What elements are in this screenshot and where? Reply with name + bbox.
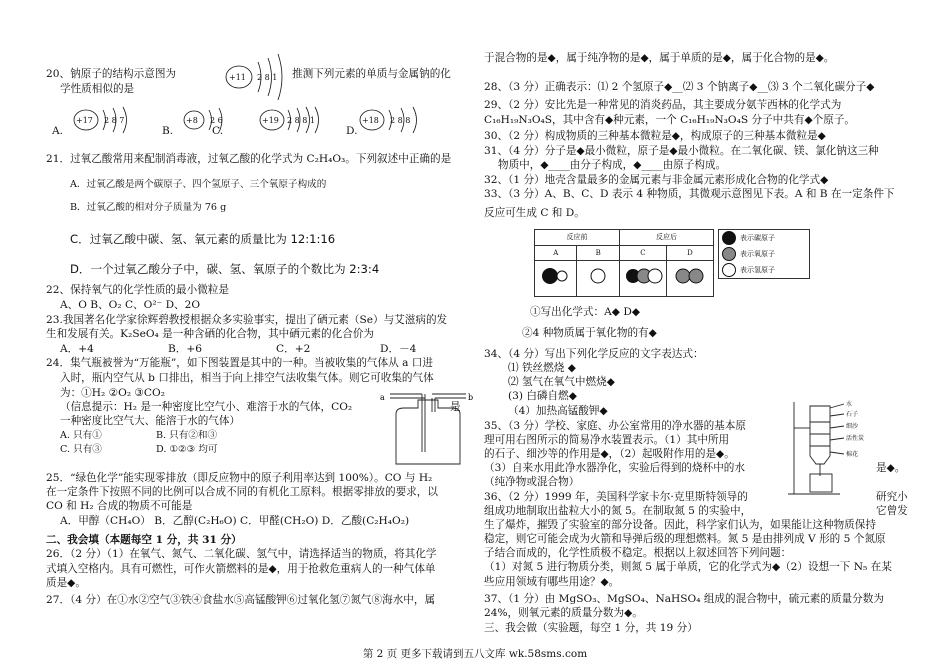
- svg-text:+17: +17: [76, 116, 93, 125]
- q21-option-b: B．过氧乙酸的相对分子质量为 76 g: [70, 202, 227, 213]
- section-2-heading: 二、我会填（本题每空 1 分，共 31 分）: [46, 534, 242, 546]
- q35-line4: （3）自来水用此净水器净化，实验后得到的烧杯中的水: [484, 462, 745, 474]
- q30: 30、（2 分）构成物质的三种基本微粒是◆，构成原子的三种基本微粒是◆: [484, 130, 826, 142]
- q20-option-d-label: D.: [346, 125, 358, 137]
- table-header-before: 反应前: [535, 230, 620, 246]
- q20-option-c-atom: [258, 106, 328, 134]
- bottle-label-a: a: [380, 393, 385, 402]
- q33-sub1: ①写出化学式：A◆ D◆: [530, 306, 640, 318]
- q24-line4: （信息提示：H₂ 是一种密度比空气小、难溶于水的气体，CO₂: [60, 401, 353, 413]
- q24-line2: 入时，瓶内空气从 b 口排出，相当于向上排空气法收集气体。则它可收集的气体: [60, 372, 434, 384]
- table-col-d: D: [666, 245, 713, 261]
- q24-line1: 24．集气瓶被誉为“万能瓶”，如下图装置是其中的一种。当被收集的气体从 a 口进: [46, 357, 433, 369]
- q23-line2: 生和发展有关。K₂SeO₄ 是一种含硒的化合物，其中硒元素的化合价为: [46, 328, 375, 340]
- molecule-d: [666, 261, 713, 297]
- molecule-a: [535, 261, 577, 297]
- gas-collection-bottle-diagram: [376, 392, 476, 468]
- hydrogen-atom-icon: [722, 263, 736, 277]
- svg-text:+11: +11: [229, 73, 246, 82]
- svg-text:2 6: 2 6: [210, 116, 223, 125]
- q36-line7: 些应用领域有哪些用途？◆。: [484, 576, 620, 588]
- q24-line4-tail: 是: [450, 401, 461, 413]
- q35-line3: 的石子、细沙等的作用是◆，（2）起吸附作用的是◆。: [484, 448, 735, 460]
- svg-text:+8: +8: [186, 116, 198, 125]
- q35-line2: 理可用右图所示的简易净水装置表示。（1）其中所用: [484, 434, 730, 446]
- q20-option-b-label: B.: [162, 125, 174, 137]
- q23-line1: 23.我国著名化学家徐辉碧教授根据众多实验事实，提出了硒元素（Se）与艾滋病的发: [46, 314, 448, 326]
- q20-option-a-label: A.: [52, 125, 64, 137]
- q33-line2: 反应可生成 C 和 D。: [484, 207, 585, 219]
- filter-label-sand: 细沙: [846, 423, 859, 430]
- q25-line2: 在一定条件下按照不同的比例可以合成不同的有机化工原料。根据零排放的要求，以: [46, 486, 438, 498]
- q28: 28、（3 分）正确表示：⑴ 2 个氢原子◆__⑵ 3 个钠离子◆__⑶ 3 个二氧化碳分子◆: [484, 81, 875, 93]
- q31-line1: 31、（4 分）分子是◆最小微粒，原子是◆最小微粒。在二氧化碳、镁、氯化钠这三种: [484, 145, 879, 157]
- table-header-after: 反应后: [619, 230, 713, 246]
- q24-option-b: B. 只有②和③: [156, 430, 218, 441]
- q36-line6: （1）对氮 5 进行物质分类，则氮 5 属于单质，它的化学式为◆（2）设想一下 N₅ 在某: [484, 561, 892, 573]
- legend-hydrogen: 表示氢原子: [719, 262, 809, 278]
- q26-line1: 26．（2 分）（1）在氧气、氮气、二氧化碳、氢气中，请选择适当的物质，将其化学: [46, 548, 437, 560]
- svg-text:+18: +18: [362, 116, 379, 125]
- legend-carbon: 表示碳原子: [719, 230, 809, 246]
- q22-options: A、O B、O₂ C、O²⁻ D、2O: [60, 299, 201, 311]
- q37-line1: 37、（1 分）由 MgSO₃、MgSO₄、NaHSO₄ 组成的混合物中，硫元素的质量分数为: [484, 593, 884, 605]
- q36-line2-tail: 它曾发: [876, 505, 908, 517]
- legend-oxygen: 表示氧原子: [719, 246, 809, 262]
- q36-line4: 稳定，则它可能会成为火箭和导弹后级的理想燃料。氮 5 是由排列成 V 形的 5 个氮原: [484, 533, 886, 545]
- q33-line1: 33、（3 分）A、B、C、D 表示 4 种物质，其微观示意图见下表。A 和 B 在一定条件下: [484, 188, 895, 200]
- q34-item3: (3) 白磷自燃◆: [508, 390, 577, 402]
- q36-line2: 组成功地制取出盐粒大小的氮 5。在制取氮 5 的实验中，: [484, 505, 752, 517]
- q29-line2: C₁₆H₁₉N₃O₄S，其中含有◆种元素，一个 C₁₆H₁₉N₃O₄S 分子中共有◆个原子。: [484, 114, 855, 126]
- q24-option-c: C. 只有③: [60, 444, 102, 455]
- q36-line5: 子结合而成的，化学性质极不稳定。根据以上叙述回答下列问题：: [484, 547, 792, 559]
- q25-line3: CO 和 H₂ 合成的物质不可能是: [46, 500, 193, 512]
- filter-label-water: 水: [846, 401, 853, 408]
- q26-line3: 质是◆。: [46, 577, 86, 589]
- q21-option-c: C．过氧乙酸中碳、氢、氧元素的质量比为 12:1:16: [70, 232, 336, 246]
- molecule-b: [577, 261, 619, 297]
- q31-line2: 物质中，◆____由分子构成，◆____由原子构成。: [498, 159, 727, 171]
- carbon-atom-icon: [722, 231, 736, 245]
- table-col-c: C: [619, 245, 666, 261]
- oxygen-atom-icon: [722, 247, 736, 261]
- q20-line1: 20、钠原子的结构示意图为: [46, 68, 177, 80]
- svg-text:2 8 1: 2 8 1: [257, 73, 278, 82]
- q35-line5: （纯净物或混合物）: [484, 476, 580, 488]
- molecule-c: [619, 261, 666, 297]
- q27-line2: 于混合物的是◆，属于纯净物的是◆，属于单质的是◆，属于化合物的是◆。: [484, 52, 835, 64]
- q36-line1-tail: 研究小: [876, 491, 908, 503]
- q24-line3: 为：①H₂ ②O₂ ③CO₂: [60, 387, 165, 399]
- table-col-a: A: [535, 245, 577, 261]
- filter-label-stones: 石子: [846, 411, 859, 418]
- q20-option-d-atom: [358, 106, 448, 134]
- bottle-label-b: b: [468, 393, 474, 402]
- svg-text:2 8 8 1: 2 8 8 1: [287, 116, 315, 125]
- page-footer: 第 2 页 更多下载请到五八文库 wk.58sms.com: [362, 648, 588, 660]
- q23-option-b: B．+6: [168, 343, 202, 355]
- section-3-heading: 三、我会做（实验题，每空 1 分，共 19 分）: [484, 622, 698, 634]
- q23-option-c: C．+2: [276, 343, 311, 355]
- q35-line1: 35、（3 分）学校、家庭、办公室常用的净水器的基本原: [484, 420, 746, 432]
- q34-item2: ⑵ 氢气在氧气中燃烧◆: [508, 376, 615, 388]
- q34-item4: （4）加热高锰酸钾◆: [508, 405, 608, 417]
- q24-line5: 一种密度比空气大、能溶于水的气体）: [60, 415, 241, 427]
- svg-text:2 8 7: 2 8 7: [104, 116, 125, 125]
- q20-option-c-label: C.: [212, 125, 224, 137]
- atom-legend: [718, 229, 810, 279]
- q29-line1: 29、（2 分）安比先是一种常见的消炎药品，其主要成分氨苄西林的化学式为: [484, 99, 842, 111]
- q37-line2: 24%，则氧元素的质量分数为◆。: [484, 607, 643, 619]
- q34-item1: ⑴ 铁丝燃烧 ◆: [508, 362, 576, 374]
- q20-line2: 学性质相似的是: [60, 83, 135, 95]
- q23-option-a: A．+4: [60, 343, 94, 355]
- q20-tail: 推测下列元素的单质与金属钠的化: [292, 68, 451, 80]
- sodium-atom-diagram: [224, 52, 290, 102]
- q21-option-d: D．一个过氧乙酸分子中，碳、氢、氧原子的个数比为 2:3:4: [70, 262, 380, 276]
- filter-label-carbon: 活性炭: [846, 435, 865, 442]
- reaction-micro-table: [534, 229, 714, 297]
- table-col-b: B: [577, 245, 619, 261]
- q21-option-a: A．过氧乙酸是两个碳原子、四个氢原子、三个氧原子构成的: [70, 179, 327, 190]
- svg-text:2 8 8: 2 8 8: [390, 116, 411, 125]
- q26-line2: 式填入空格内。具有可燃性，可作火箭燃料的是◆，用于抢救危重病人的一种气体单: [46, 563, 436, 575]
- filter-label-cotton: 棉花: [846, 451, 859, 458]
- q35-line4-tail: 是◆。: [876, 462, 906, 474]
- q23-option-d: D．－4: [380, 343, 417, 355]
- q36-line1: 36、（2 分）1999 年，美国科学家卡尔·克里斯特领导的: [484, 491, 748, 503]
- q20-option-a-atom: [72, 106, 142, 134]
- q25-line1: 25．“绿色化学”能实现零排放（即反应物中的原子利用率达到 100%）。CO 与 H₂: [46, 472, 433, 484]
- q25-options: A．甲醇（CH₄O） B．乙醇(C₂H₆O) C．甲醛(CH₂O) D．乙酸(C₂H₄O₂): [60, 515, 410, 527]
- water-filter-diagram: [780, 398, 880, 498]
- q34: 34、（4 分）写出下列化学反应的文字表达式：: [484, 348, 704, 360]
- q24-option-a: A. 只有①: [60, 430, 102, 441]
- svg-text:+19: +19: [262, 116, 279, 125]
- q22: 22、保持氧气的化学性质的最小微粒是: [46, 284, 229, 296]
- q27-line1: 27．（4 分）在①水②空气③铁④食盐水⑤高锰酸钾⑥过氧化氢⑦氮气⑧海水中，属: [46, 594, 436, 606]
- q33-sub2: ②4 种物质属于氧化物的有◆: [522, 327, 657, 339]
- q24-option-d: D. ①②③ 均可: [156, 444, 218, 455]
- q36-line3: 生了爆炸，摧毁了实验室的部分设备。因此，科学家们认为，如果能让这种物质保持: [484, 519, 876, 531]
- q32: 32、（1 分）地壳含量最多的金属元素与非金属元素形成化合物的化学式◆: [484, 174, 829, 186]
- q21: 21．过氧乙酸常用来配制消毒液，过氧乙酸的化学式为 C₂H₄O₃。下列叙述中正确的是: [46, 153, 452, 165]
